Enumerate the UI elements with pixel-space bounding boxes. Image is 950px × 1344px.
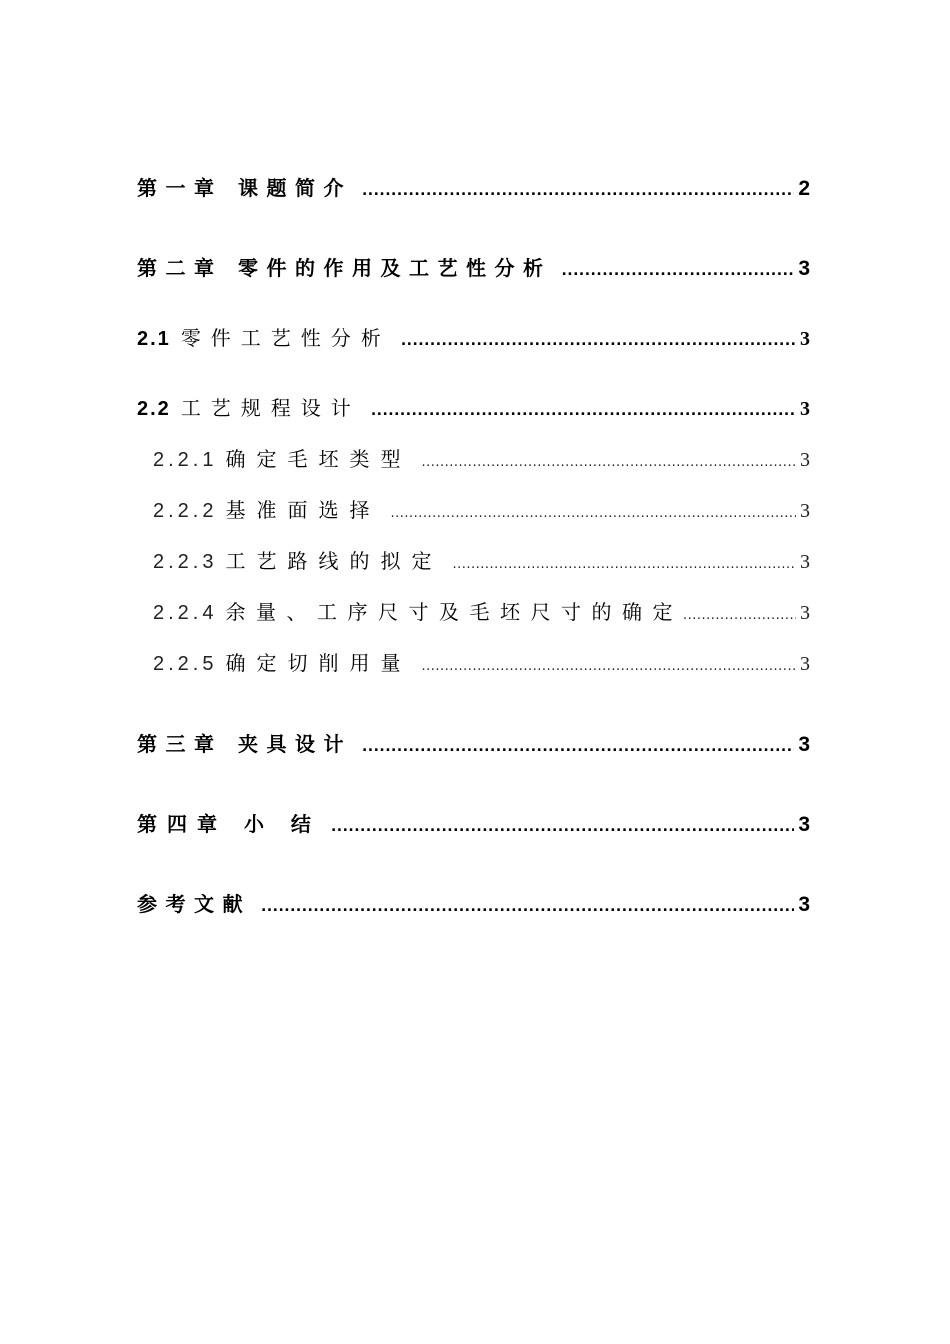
- toc-entry-title: 基准面选择: [225, 498, 381, 522]
- dot-leader: [561, 256, 794, 280]
- toc-page-number: 3: [800, 653, 810, 675]
- dot-leader: [362, 732, 794, 756]
- dot-leader: [362, 176, 794, 200]
- toc-entry-section-2-2-1[interactable]: [153, 443, 810, 472]
- toc-page-number: 3: [798, 813, 810, 836]
- toc-entry-title: 工艺路线的拟定: [225, 549, 443, 573]
- toc-section-number: 2.2.4: [153, 602, 218, 624]
- toc-entry-chapter-4[interactable]: [137, 808, 810, 837]
- toc-page-number: 3: [800, 328, 810, 350]
- toc-entry-title: 零件工艺性分析: [180, 326, 391, 350]
- toc-entry-title: 第二章 零件的作用及工艺性分析: [137, 256, 552, 280]
- toc-entry-chapter-3[interactable]: [137, 728, 810, 757]
- dot-leader: [401, 326, 796, 350]
- toc-page-number: 3: [798, 257, 810, 280]
- toc-entry-title: 第三章 夹具设计: [137, 732, 352, 756]
- toc-page-number: 3: [800, 398, 810, 420]
- toc-entry-references[interactable]: [137, 888, 810, 917]
- dot-leader: [331, 812, 794, 836]
- toc-entry-title: 第四章 小 结: [137, 812, 321, 836]
- toc-section-number: 2.2.3: [153, 551, 218, 573]
- toc-page-number: 3: [798, 893, 810, 916]
- toc-section-number: 2.1: [137, 328, 171, 350]
- dot-leader: [421, 651, 796, 675]
- toc-page-number: 3: [800, 449, 810, 471]
- toc-entry-section-2-2-3[interactable]: [153, 545, 810, 574]
- toc-section-number: 2.2.2: [153, 500, 218, 522]
- toc-page-number: 3: [800, 551, 810, 573]
- dot-leader: [683, 600, 796, 624]
- dot-leader: [261, 892, 794, 916]
- toc-entry-title: 工艺规程设计: [180, 396, 361, 420]
- toc-entry-section-2-1[interactable]: [137, 322, 810, 351]
- toc-page-number: 3: [798, 733, 810, 756]
- toc-entry-section-2-2-2[interactable]: [153, 494, 810, 523]
- dot-leader: [371, 396, 796, 420]
- toc-page-number: 2: [798, 177, 810, 200]
- toc-entry-section-2-2-5[interactable]: [153, 647, 810, 676]
- toc-section-number: 2.2: [137, 398, 171, 420]
- toc-entry-chapter-1[interactable]: [137, 172, 810, 201]
- toc-entry-section-2-2-4[interactable]: [153, 596, 810, 625]
- dot-leader: [452, 549, 796, 573]
- toc-entry-title: 余量、工序尺寸及毛坯尺寸的确定: [225, 600, 683, 624]
- toc-entry-section-2-2[interactable]: [137, 392, 810, 421]
- toc-entry-title: 确定切削用量: [225, 651, 412, 675]
- toc-entry-title: 第一章 课题简介: [137, 176, 352, 200]
- dot-leader: [421, 447, 796, 471]
- dot-leader: [390, 498, 796, 522]
- toc-page-number: 3: [800, 500, 810, 522]
- toc-section-number: 2.2.1: [153, 449, 218, 471]
- toc-page-number: 3: [800, 602, 810, 624]
- toc-section-number: 2.2.5: [153, 653, 218, 675]
- toc-entry-title: 确定毛坯类型: [225, 447, 412, 471]
- toc-entry-title: 参考文献: [137, 892, 251, 916]
- toc-entry-chapter-2[interactable]: [137, 252, 810, 281]
